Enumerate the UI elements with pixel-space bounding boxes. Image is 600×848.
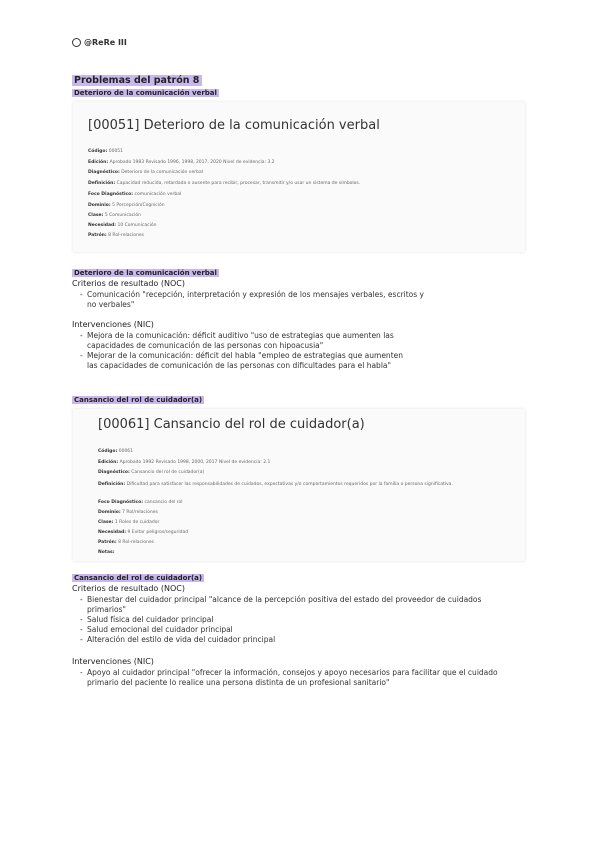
noc-item-dash: - xyxy=(80,635,83,644)
page-title: Problemas del patrón 8 xyxy=(72,75,202,86)
noc-item-text: Bienestar del cuidador principal "alcance de la percepción positiva del estado del proveedor de cuidados primarios" xyxy=(87,595,482,614)
card-field-need: Necesidad: 10 Comunicación xyxy=(88,223,157,228)
section-1-subheading: Deterioro de la comunicación verbal xyxy=(74,269,217,277)
noc-item: - xyxy=(80,290,83,299)
card-field-diagnosis: Diagnóstico: Deterioro de la comunicación verbal xyxy=(88,170,203,175)
nic-title: Intervenciones (NIC) xyxy=(72,320,154,329)
card-title: [00051] Deterioro de la comunicación verbal xyxy=(88,118,380,133)
diagnosis-card-00051 xyxy=(73,102,525,252)
noc-item-text: Salud emocional del cuidador principal xyxy=(87,625,233,634)
card-field-code: Código: 00051 xyxy=(88,149,124,154)
brand-label: @ReRe III xyxy=(84,38,127,47)
card-field-domain: Dominio: 5 Percepción/Cognición xyxy=(88,203,165,208)
nic-title: Intervenciones (NIC) xyxy=(72,657,154,666)
noc-item-dash: - xyxy=(80,595,83,604)
card-field-need: Necesidad: 9 Evitar peligros/seguridad xyxy=(98,530,189,535)
brand xyxy=(72,38,127,47)
card-field-pattern: Patrón: 8 Rol-relaciones xyxy=(88,233,144,238)
card-field-edition: Edición: Aprobado 1992 Revisado 1998, 2000, 2017 Nivel de evidencia: 2.1 xyxy=(98,460,271,465)
nic-item-dash: - xyxy=(80,351,83,360)
noc-title: Criterios de resultado (NOC) xyxy=(72,279,185,288)
noc-item-dash: - xyxy=(80,625,83,634)
card-field-edition: Edición: Aprobado 1983 Revisado 1996, 1998, 2017, 2020 Nivel de evidencia: 3.2 xyxy=(88,160,275,165)
card-field-focus: Foco Diagnóstico: cansancio del rol xyxy=(98,500,183,505)
nic-item-text: Mejora de la comunicación: déficit auditivo "uso de estrategias que aumenten las capacidades de comunicación de las personas con hipoacusia" xyxy=(87,331,394,350)
noc-title: Criterios de resultado (NOC) xyxy=(72,584,185,593)
noc-item-text: Alteración del estilo de vida del cuidador principal xyxy=(87,635,276,644)
card-field-pattern: Patrón: 8 Rol-relaciones xyxy=(98,540,154,545)
card-title: [00061] Cansancio del rol de cuidador(a) xyxy=(98,417,365,432)
noc-item-text: Comunicación "recepción, interpretación y expresión de los mensajes verbales, escritos y no verbales" xyxy=(87,290,424,309)
card-field-notes: Notas: xyxy=(98,550,115,555)
noc-item-text: Salud física del cuidador principal xyxy=(87,615,214,624)
section-2-heading: Cansancio del rol de cuidador(a) xyxy=(74,396,203,404)
section-1-heading: Deterioro de la comunicación verbal xyxy=(74,89,217,97)
nic-item-text: Mejorar de la comunicación: déficit del habla "empleo de estrategias que aumenten las capacidades de comunicación de las personas con dificultades para el habla" xyxy=(87,351,403,370)
card-field-diagnosis: Diagnóstico: Cansancio del rol de cuidador(a) xyxy=(98,470,205,475)
nic-item-dash: - xyxy=(80,668,83,677)
brand-logo-icon xyxy=(72,38,81,47)
card-field-definition: Definición: Dificultad para satisfacer las responsabilidades de cuidados, expectativas y/o comportamientos requeridos por la familia o persona significativa. xyxy=(98,482,453,487)
card-field-class: Clase: 5 Comunicación xyxy=(88,213,141,218)
card-field-focus: Foco Diagnóstico: comunicación verbal xyxy=(88,192,182,197)
section-2-subheading: Cansancio del rol de cuidador(a) xyxy=(74,574,203,582)
noc-item-dash: - xyxy=(80,615,83,624)
card-field-domain: Dominio: 7 Rol/relaciones xyxy=(98,510,158,515)
nic-item-dash: - xyxy=(80,331,83,340)
card-field-code: Código: 00061 xyxy=(98,449,134,454)
card-field-definition: Definición: Capacidad reducida, retardada o ausente para recibir, procesar, transmitir y/o usar un sistema de símbolos. xyxy=(88,181,361,186)
card-field-class: Clase: 1 Roles de cuidador xyxy=(98,520,160,525)
nic-item-text: Apoyo al cuidador principal "ofrecer la información, consejos y apoyo necesarios para facilitar que el cuidado primario del paciente lo realice una persona distinta de un profesional sanitario" xyxy=(87,668,498,687)
diagnosis-card-00061 xyxy=(73,409,525,561)
